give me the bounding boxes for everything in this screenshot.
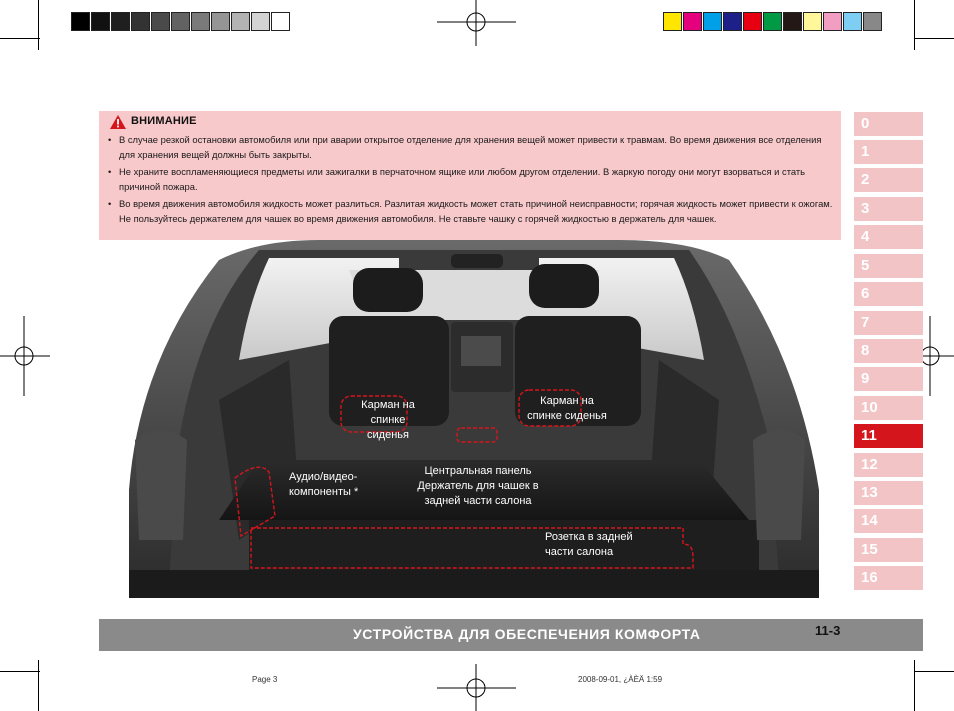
label-audio-video: Аудио/видео-компоненты * [289,471,359,498]
warning-item: • Не храните воспламеняющиеся предметы или зажигалки в перчаточном ящике или любом другом отделении. В жаркую погоду они могут взорваться и стать причиной пожара. [105,165,833,194]
chapter-tab-0[interactable]: 0 [854,112,923,136]
chapter-tab-4[interactable]: 4 [854,225,923,249]
section-title: УСТРОЙСТВА ДЛЯ ОБЕСПЕЧЕНИЯ КОМФОРТА [353,626,701,642]
warning-item: • В случае резкой остановки автомобиля или при аварии открытое отделение для хранения вещей может привести к травмам. Во время движения все отделения для хранения вещей должны быть закрыты. [105,133,833,162]
warning-title: ВНИМАНИЕ [131,115,197,127]
chapter-tab-14[interactable]: 14 [854,509,923,533]
print-slug-timestamp: 2008-09-01, ¿ÀÈÄ 1:59 [578,675,663,684]
chapter-tab-5[interactable]: 5 [854,254,923,278]
chapter-tab-13[interactable]: 13 [854,481,923,505]
warning-item: • Во время движения автомобиля жидкость может разлиться. Разлитая жидкость может стать причиной неисправности; горячая жидкость может привести к ожогам. Не пользуйтесь держателем для чашек во время движения автомобиля. Не ставьте чашку с горячей жидкостью в держатель для чашек. [105,197,833,226]
label-center-panel: Центральная панель Держатель для чашек в задней части салона [417,465,539,507]
label-rear-socket: Розетка в задней части салона [545,531,633,558]
chapter-tab-6[interactable]: 6 [854,282,923,306]
cargo-area-photo [99,240,841,598]
label-seat-pocket-right: Карман на спинке сиденья [527,395,607,422]
label-seat-pocket-left: Карман на спинке сиденья [361,399,415,441]
page-number: 11-3 [815,623,841,638]
chapter-tab-11[interactable]: 11 [854,424,923,448]
chapter-tab-16[interactable]: 16 [854,566,923,590]
chapter-tab-9[interactable]: 9 [854,367,923,391]
chapter-tab-8[interactable]: 8 [854,339,923,363]
warning-triangle-icon [109,114,127,130]
chapter-tab-15[interactable]: 15 [854,538,923,562]
chapter-tab-12[interactable]: 12 [854,453,923,477]
cargo-illustration [99,240,841,598]
chapter-tab-7[interactable]: 7 [854,311,923,335]
chapter-tab-3[interactable]: 3 [854,197,923,221]
print-slug-page: Page 3 [252,675,278,684]
footer-band [99,619,923,651]
warning-box [99,111,841,240]
chapter-tab-2[interactable]: 2 [854,168,923,192]
warning-list [105,133,833,230]
chapter-tab-1[interactable]: 1 [854,140,923,164]
chapter-tab-10[interactable]: 10 [854,396,923,420]
